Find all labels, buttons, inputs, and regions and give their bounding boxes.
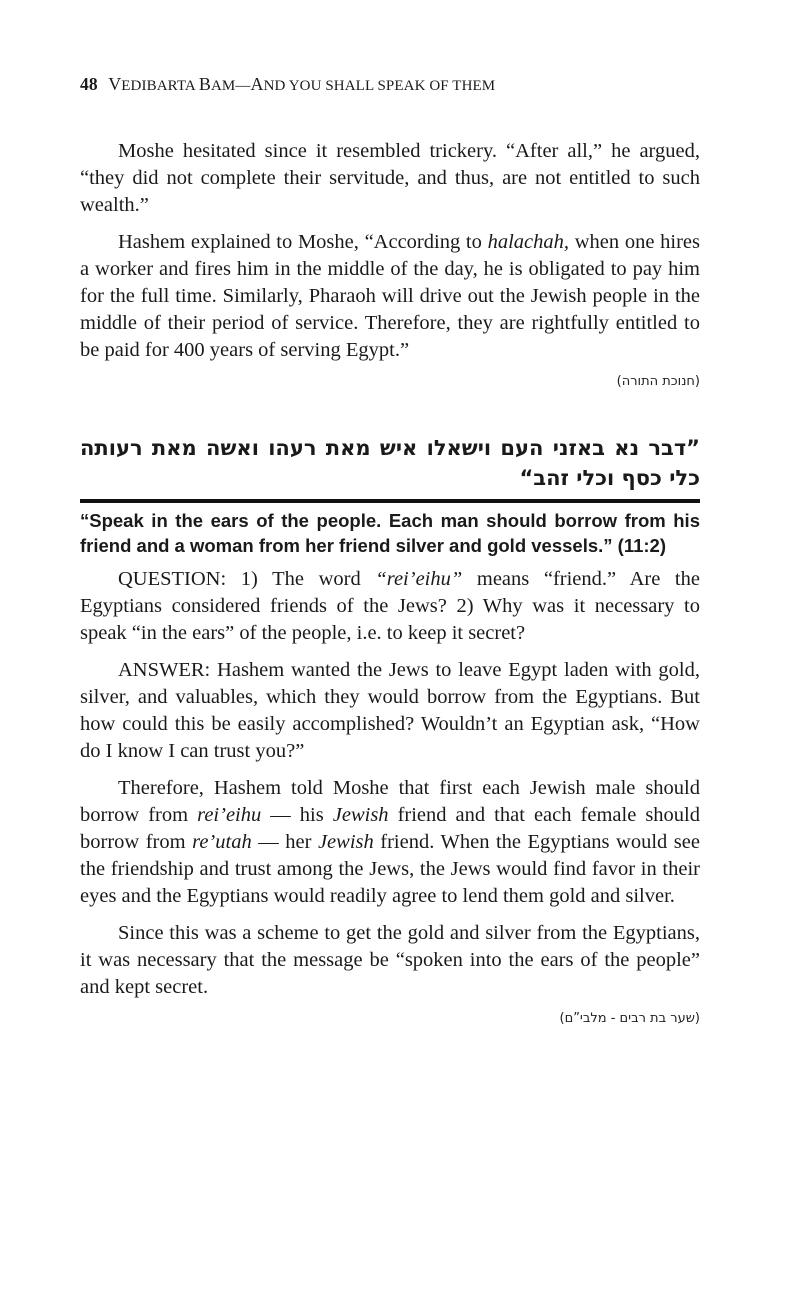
english-verse-heading: “Speak in the ears of the people. Each man should borrow from his friend and a woman from her friend silver and gold vessels.” (11:2): [80, 510, 700, 556]
page: [80, 74, 700, 1026]
page-number: 48: [80, 74, 98, 94]
source-citation: (שער בת רבים - מלבי”ם): [559, 1011, 700, 1026]
paragraph-scheme: Since this was a scheme to get the gold and silver from the Egyptians, it was necessary that the message be “spoken into the ears of the people” and kept secret.: [80, 922, 700, 998]
hebrew-verse-heading: ”דבר נא באזני העם וישאלו איש מאת רעהו ואשה מאת רעותה כלי כסף וכלי זהב“: [80, 433, 700, 503]
paragraph-therefore: Therefore, Hashem told Moshe that first each Jewish male should borrow from rei’eihu — his Jewish friend and that each female should borrow from re’utah — her Jewish friend. When the Egyptians would see the friendship and trust among the Jews, the Jews would find favor in their eyes and the Egyptians would readily agree to lend them gold and silver.: [80, 777, 700, 907]
book-title: VEDIBARTA BAM—AND YOU SHALL SPEAK OF THEM: [108, 74, 496, 94]
paragraph-moshe-hesitated: Moshe hesitated since it resembled trickery. “After all,” he argued, “they did not complete their servitude, and thus, are not entitled to such wealth.”: [80, 140, 700, 216]
paragraph-hashem-explained: Hashem explained to Moshe, “According to halachah, when one hires a worker and fires him in the middle of the day, he is obligated to pay him for the full time. Similarly, Pharaoh will drive out the Jewish people in the middle of their period of service. Therefore, they are rightfully entitled to be paid for 400 years of serving Egypt.”: [80, 231, 700, 361]
running-header: [80, 74, 700, 95]
paragraph-answer: ANSWER: Hashem wanted the Jews to leave Egypt laden with gold, silver, and valuables, which they would borrow from the Egyptians. But how could this be easily accomplished? Wouldn’t an Egyptian ask, “How do I know I can trust you?”: [80, 659, 700, 762]
source-citation: (חנוכת התורה): [616, 374, 700, 389]
paragraph-question: QUESTION: 1) The word “rei’eihu” means “friend.” Are the Egyptians considered friends of the Jews? 2) Why was it necessary to speak “in the ears” of the people, i.e. to keep it secret?: [80, 568, 700, 644]
